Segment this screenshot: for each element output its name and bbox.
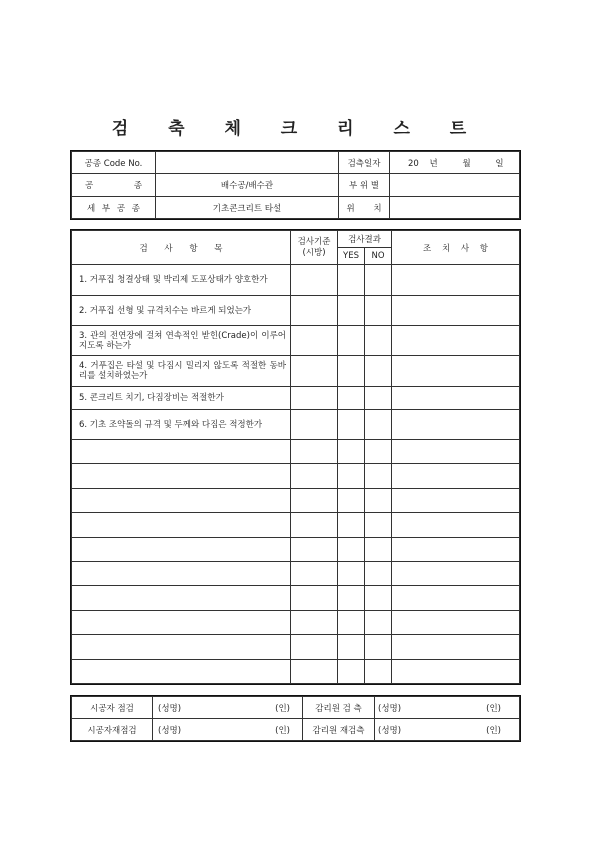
no-cell[interactable]: [365, 265, 392, 296]
no-cell[interactable]: [365, 537, 392, 561]
supervisor-name-label: (성명): [378, 703, 402, 714]
yes-header: YES: [338, 248, 365, 265]
yes-cell[interactable]: [338, 387, 365, 410]
contractor-recheck-seal-label: (인): [275, 725, 290, 736]
action-header: 조 치 사 항: [392, 231, 520, 265]
standard-cell[interactable]: [291, 537, 338, 561]
date-prefix: 20: [408, 158, 419, 169]
yes-cell[interactable]: [338, 561, 365, 585]
checklist-row: [72, 440, 520, 464]
standard-cell[interactable]: [291, 296, 338, 326]
supervisor-reinspect-seal-label: (인): [486, 725, 501, 736]
action-cell[interactable]: [392, 586, 520, 610]
action-cell[interactable]: [392, 410, 520, 440]
checklist-row: [72, 326, 520, 356]
contractor-check-label: 시공자 점검: [72, 697, 153, 719]
standard-cell[interactable]: [291, 586, 338, 610]
date-day-unit: 일: [495, 158, 504, 169]
checklist-table: [71, 230, 520, 684]
action-cell[interactable]: [392, 488, 520, 512]
item-cell: 3. 관의 전연장에 걸쳐 연속적인 받힌(Crade)이 이루어지도록 하는가: [72, 326, 291, 356]
no-cell[interactable]: [365, 513, 392, 537]
inspection-date-field[interactable]: [390, 152, 520, 174]
standard-cell[interactable]: [291, 513, 338, 537]
yes-cell[interactable]: [338, 659, 365, 683]
checklist-row: [72, 659, 520, 683]
no-cell[interactable]: [365, 610, 392, 634]
location-label: 위 치: [339, 197, 390, 219]
yes-cell[interactable]: [338, 610, 365, 634]
yes-cell[interactable]: [338, 265, 365, 296]
standard-cell[interactable]: [291, 561, 338, 585]
checklist-row: [72, 586, 520, 610]
standard-cell[interactable]: [291, 265, 338, 296]
contractor-recheck-name-label: (성명): [158, 725, 182, 736]
contractor-seal-label: (인): [275, 703, 290, 714]
item-cell: 1. 거푸집 청결상태 및 박리제 도포상태가 양호한가: [72, 265, 291, 296]
no-cell[interactable]: [365, 488, 392, 512]
standard-cell[interactable]: [291, 464, 338, 488]
standard-cell[interactable]: [291, 387, 338, 410]
contractor-recheck-label: 시공자재점검: [72, 719, 153, 741]
item-cell: 4. 거푸집은 타설 및 다짐시 밀리지 않도록 적절한 동바리를 설치하였는가: [72, 356, 291, 387]
supervisor-inspect-label: 감리원 검 측: [303, 697, 375, 719]
yes-cell[interactable]: [338, 356, 365, 387]
item-cell: 2. 거푸집 선형 및 규격치수는 바르게 되었는가: [72, 296, 291, 326]
action-cell[interactable]: [392, 513, 520, 537]
no-cell[interactable]: [365, 296, 392, 326]
action-cell[interactable]: [392, 635, 520, 659]
yes-cell[interactable]: [338, 440, 365, 464]
checklist-row: [72, 610, 520, 634]
part-field[interactable]: [390, 174, 520, 197]
checklist-row: [72, 356, 520, 387]
no-cell[interactable]: [365, 356, 392, 387]
action-cell[interactable]: [392, 326, 520, 356]
item-cell: [72, 586, 291, 610]
result-header: 검사결과: [338, 231, 392, 248]
item-cell: [72, 561, 291, 585]
action-cell[interactable]: [392, 659, 520, 683]
checklist-row: [72, 464, 520, 488]
yes-cell[interactable]: [338, 537, 365, 561]
document-title: 검 축 체 크 리 스 트: [111, 119, 484, 139]
location-field[interactable]: [390, 197, 520, 219]
action-cell[interactable]: [392, 387, 520, 410]
yes-cell[interactable]: [338, 464, 365, 488]
yes-cell[interactable]: [338, 296, 365, 326]
info-table: [71, 151, 520, 219]
no-cell[interactable]: [365, 464, 392, 488]
contractor-name-label: (성명): [158, 703, 182, 714]
action-cell[interactable]: [392, 464, 520, 488]
action-cell[interactable]: [392, 610, 520, 634]
inspection-date-label: 검측일자: [339, 152, 390, 174]
yes-cell[interactable]: [338, 635, 365, 659]
checklist-body: [72, 265, 520, 684]
no-cell[interactable]: [365, 440, 392, 464]
item-cell: [72, 659, 291, 683]
checklist-row: [72, 410, 520, 440]
action-cell[interactable]: [392, 356, 520, 387]
standard-cell[interactable]: [291, 488, 338, 512]
checklist-row: [72, 296, 520, 326]
item-cell: [72, 513, 291, 537]
standard-cell[interactable]: [291, 659, 338, 683]
item-cell: 6. 기초 조약돌의 규격 및 두께와 다짐은 적정한가: [72, 410, 291, 440]
supervisor-inspect-sign[interactable]: [375, 697, 520, 719]
standard-header: [291, 231, 338, 265]
action-cell[interactable]: [392, 537, 520, 561]
standard-cell[interactable]: [291, 610, 338, 634]
no-cell[interactable]: [365, 387, 392, 410]
item-cell: 5. 콘크리트 치기, 다짐장비는 적절한가: [72, 387, 291, 410]
no-cell[interactable]: [365, 326, 392, 356]
standard-header-line1: 검사기준: [297, 236, 331, 247]
yes-cell[interactable]: [338, 410, 365, 440]
item-cell: [72, 537, 291, 561]
item-cell: [72, 610, 291, 634]
code-no-field[interactable]: [156, 152, 339, 174]
item-cell: [72, 464, 291, 488]
contractor-check-sign[interactable]: [153, 697, 303, 719]
no-cell[interactable]: [365, 635, 392, 659]
supervisor-reinspect-name-label: (성명): [378, 725, 402, 736]
supervisor-reinspect-sign[interactable]: [375, 719, 520, 741]
checklist-row: [72, 635, 520, 659]
item-cell: [72, 635, 291, 659]
yes-cell[interactable]: [338, 488, 365, 512]
detail-work-value[interactable]: 기초콘크리트 타설: [156, 197, 339, 219]
no-header: NO: [365, 248, 392, 265]
standard-header-line2: (시방): [302, 247, 326, 258]
date-month-unit: 월: [462, 158, 471, 169]
detail-work-label: 세 부 공 종: [72, 197, 156, 219]
code-no-label: 공종 Code No.: [72, 152, 156, 174]
checklist-row: [72, 488, 520, 512]
inspection-item-header: 검 사 항 목: [72, 231, 291, 265]
action-cell[interactable]: [392, 440, 520, 464]
no-cell[interactable]: [365, 586, 392, 610]
action-cell[interactable]: [392, 296, 520, 326]
checklist-row: [72, 561, 520, 585]
signature-table: [71, 696, 520, 741]
item-cell: [72, 488, 291, 512]
yes-cell[interactable]: [338, 326, 365, 356]
work-type-label: 공 종: [72, 174, 156, 197]
standard-cell[interactable]: [291, 635, 338, 659]
action-cell[interactable]: [392, 561, 520, 585]
no-cell[interactable]: [365, 659, 392, 683]
checklist-row: [72, 387, 520, 410]
contractor-recheck-sign[interactable]: [153, 719, 303, 741]
standard-cell[interactable]: [291, 440, 338, 464]
action-cell[interactable]: [392, 265, 520, 296]
yes-cell[interactable]: [338, 586, 365, 610]
yes-cell[interactable]: [338, 513, 365, 537]
checklist-row: [72, 513, 520, 537]
item-cell: [72, 440, 291, 464]
checklist-row: [72, 265, 520, 296]
standard-cell[interactable]: [291, 410, 338, 440]
part-label: 부 위 별: [339, 174, 390, 197]
supervisor-seal-label: (인): [486, 703, 501, 714]
no-cell[interactable]: [365, 410, 392, 440]
work-type-value[interactable]: 배수공/배수관: [156, 174, 339, 197]
no-cell[interactable]: [365, 561, 392, 585]
standard-cell[interactable]: [291, 356, 338, 387]
standard-cell[interactable]: [291, 326, 338, 356]
date-year-unit: 년: [429, 158, 438, 169]
checklist-row: [72, 537, 520, 561]
supervisor-reinspect-label: 감리원 재검측: [303, 719, 375, 741]
